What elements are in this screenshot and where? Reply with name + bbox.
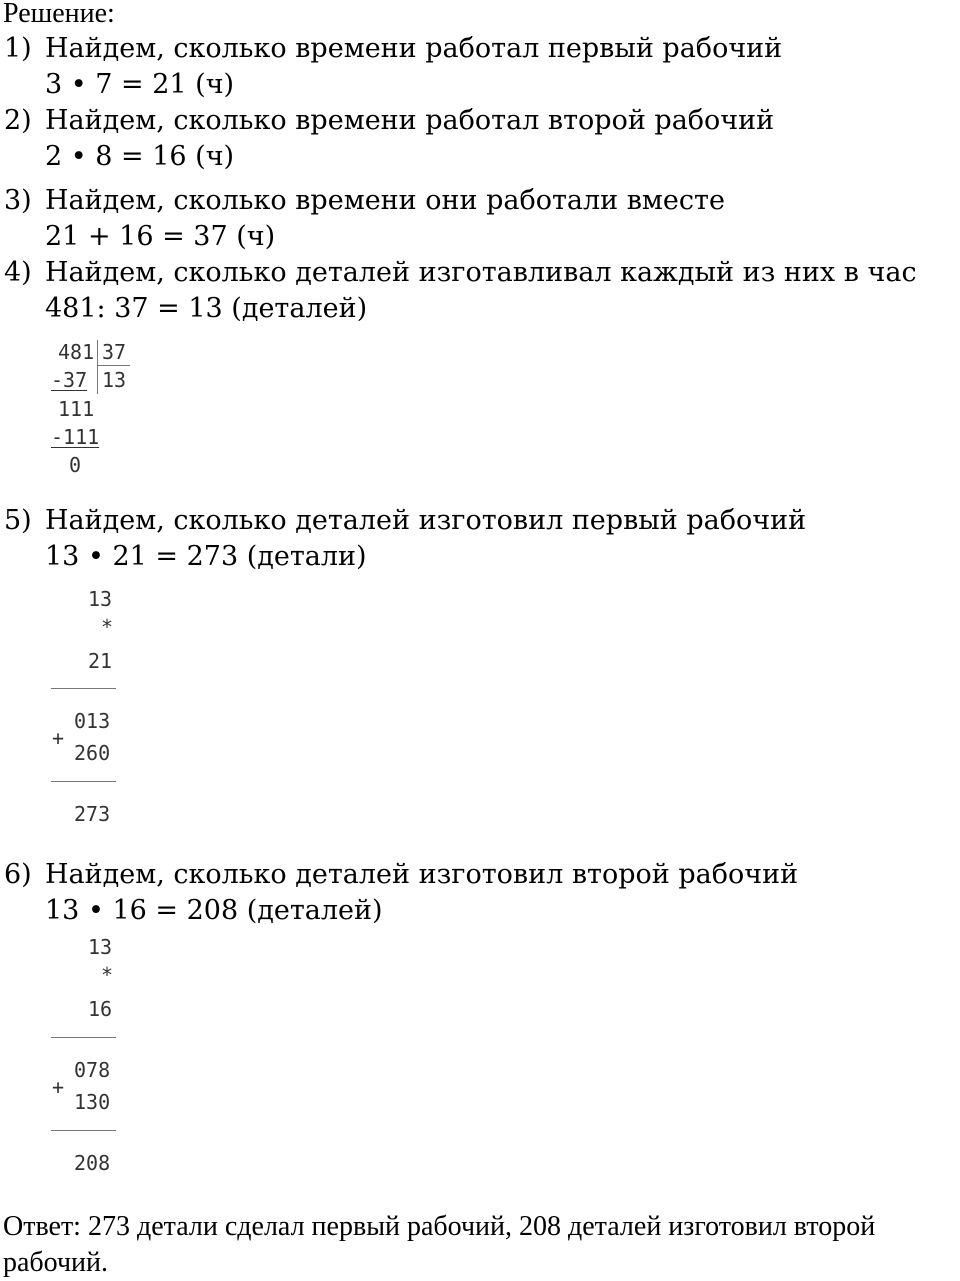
step-text: Найдем, сколько деталей изготовил второй рабочий <box>45 859 799 890</box>
step-calculation: 13 • 16 = 208 (деталей) <box>45 895 383 926</box>
mult-operator: * <box>101 615 114 639</box>
step-text: Найдем, сколько времени они работали вместе <box>45 185 725 216</box>
division-vertical-bar <box>97 340 98 394</box>
division-remainder-2: 0 <box>69 453 82 477</box>
mult-factor-1: 13 <box>88 935 113 959</box>
mult-partial-2: 260 <box>74 741 111 765</box>
mult-rule-1 <box>51 1037 116 1038</box>
mult-rule-2 <box>51 781 116 782</box>
mult-plus-sign: + <box>52 1075 65 1099</box>
step-text: Найдем, сколько времени работал первый рабочий <box>45 33 783 64</box>
mult-rule-1 <box>51 688 116 689</box>
division-quotient: 13 <box>102 368 127 392</box>
mult-partial-1: 013 <box>74 709 111 733</box>
step-text: Найдем, сколько деталей изготовил первый рабочий <box>45 505 807 536</box>
step-number: 3) <box>4 185 32 216</box>
step-text: Найдем, сколько деталей изготавливал каждый из них в час <box>45 257 917 288</box>
mult-factor-2: 16 <box>88 997 113 1021</box>
division-divisor-line <box>98 365 130 366</box>
step-calculation: 2 • 8 = 16 (ч) <box>45 141 235 172</box>
mult-operator: * <box>101 963 114 987</box>
mult-partial-1: 078 <box>74 1058 111 1082</box>
solution-heading: Решение: <box>3 0 115 29</box>
mult-plus-sign: + <box>52 726 65 750</box>
answer-line-1: Ответ: 273 детали сделал первый рабочий, 208 деталей изготовил второй <box>3 1211 876 1242</box>
step-number: 6) <box>4 859 32 890</box>
mult-factor-2: 21 <box>88 649 113 673</box>
step-number: 2) <box>4 105 32 136</box>
answer-line-2: рабочий. <box>3 1247 108 1278</box>
step-number: 5) <box>4 505 32 536</box>
mult-rule-2 <box>51 1130 116 1131</box>
mult-partial-2: 130 <box>74 1090 111 1114</box>
division-subtract-1: -37 <box>51 368 88 392</box>
step-calculation: 3 • 7 = 21 (ч) <box>45 69 235 100</box>
step-calculation: 21 + 16 = 37 (ч) <box>45 221 276 252</box>
step-calculation: 13 • 21 = 273 (детали) <box>45 541 367 572</box>
division-subtract-2: -111 <box>51 425 100 449</box>
step-text: Найдем, сколько времени работал второй рабочий <box>45 105 775 136</box>
step-number: 4) <box>4 257 32 288</box>
mult-factor-1: 13 <box>88 587 113 611</box>
division-dividend: 481 <box>58 340 95 364</box>
step-number: 1) <box>4 33 32 64</box>
step-calculation: 481: 37 = 13 (деталей) <box>45 293 368 324</box>
division-remainder-1: 111 <box>58 397 95 421</box>
mult-result: 208 <box>74 1151 111 1175</box>
division-divisor: 37 <box>102 340 127 364</box>
mult-result: 273 <box>74 802 111 826</box>
